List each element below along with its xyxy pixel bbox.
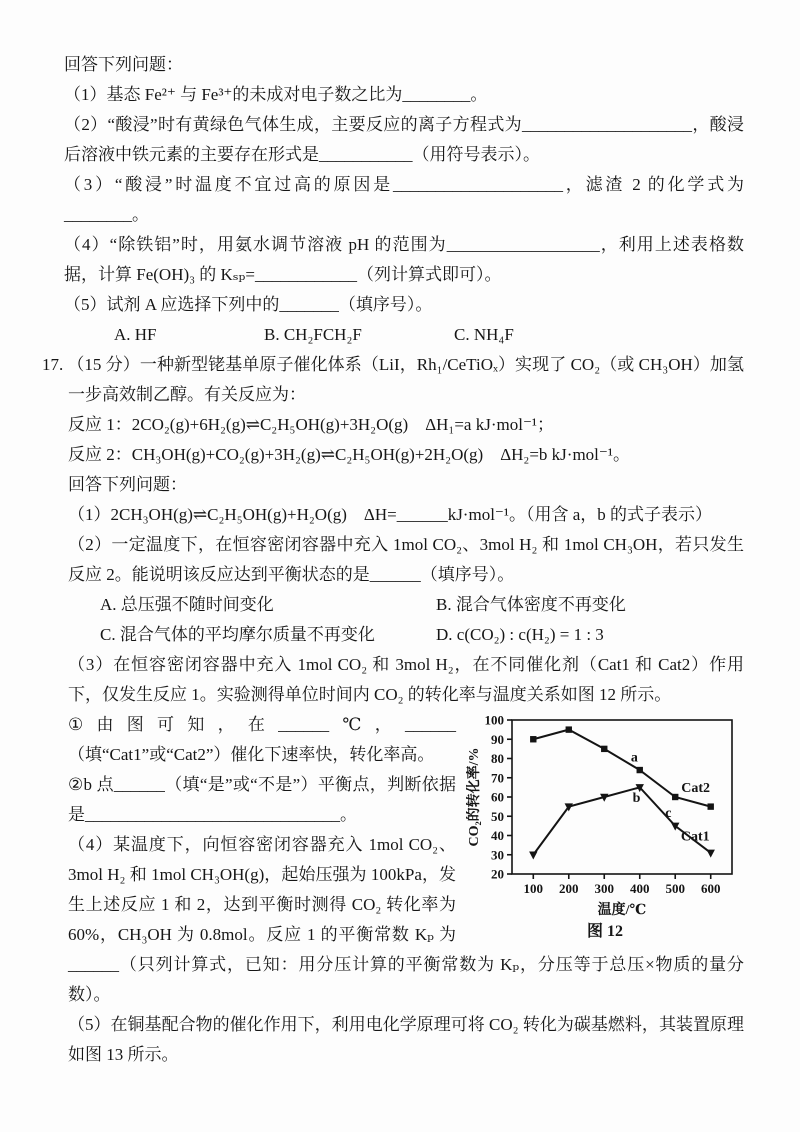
svg-text:Cat2: Cat2 xyxy=(681,781,711,797)
q16-item-3: （3）“酸浸”时温度不宜过高的原因是____________________，滤渣 2 的化学式为________。 xyxy=(64,175,744,224)
q17-item3-detail xyxy=(68,710,744,1010)
svg-text:温度/℃: 温度/℃ xyxy=(597,903,647,918)
svg-text:50: 50 xyxy=(491,808,504,824)
svg-text:400: 400 xyxy=(629,881,650,896)
svg-text:200: 200 xyxy=(559,881,579,896)
q16-option-c: C. NH₄F xyxy=(454,325,514,344)
svg-text:a: a xyxy=(630,750,638,766)
svg-text:80: 80 xyxy=(491,751,504,766)
svg-text:Cat1: Cat1 xyxy=(680,829,710,845)
svg-text:40: 40 xyxy=(491,828,504,843)
q17-item-4: （4）某温度下，向恒容密闭容器充入 1mol CO₂、3mol H₂ 和 1mol CH₃OH(g)，起始压强为 100kPa，发生上述反应 1 和 2，达到平衡时测得 CO₂ 转化率为 60%，CH₃OH 为 0.8mol。反应 1 的平衡常数 Kₚ 为______（只列计算式，已知：用分压计算的平衡常数为 Kₚ，分压等于总压×物质的量分数）。 xyxy=(68,835,744,1004)
svg-text:500: 500 xyxy=(665,881,685,896)
q17-reaction-2: 反应 2：CH₃OH(g)+CO₂(g)+3H₂(g)⇌C₂H₅OH(g)+2H₂O(g) ΔH₂=b kJ·mol⁻¹。 xyxy=(68,445,630,464)
q17-heading xyxy=(42,350,744,410)
q16-item-2: （2）“酸浸”时有黄绿色气体生成，主要反应的离子方程式为____________________，酸浸后溶液中铁元素的主要存在形式是___________（用符号表示）。 xyxy=(64,115,744,164)
svg-text:c: c xyxy=(665,806,672,822)
figure-12-caption: 图 12 xyxy=(586,923,623,940)
svg-text:300: 300 xyxy=(594,881,615,896)
q16-item-5: （5）试剂 A 应选择下列中的_______（填序号）。 xyxy=(64,295,433,314)
q17-item-2: （2）一定温度下，在恒容密闭容器中充入 1mol CO₂、3mol H₂ 和 1mol CH₃OH，若只发生反应 2。能说明该反应达到平衡状态的是______（填序号）。 xyxy=(68,535,744,584)
q17-item-5: （5）在铜基配合物的催化作用下，利用电化学原理可将 CO₂ 转化为碳基燃料，其装置原理如图 13 所示。 xyxy=(68,1015,744,1064)
svg-text:90: 90 xyxy=(491,731,504,747)
svg-text:CO₂的转化率/%: CO₂的转化率/% xyxy=(467,747,482,847)
q16-option-a: A. HF xyxy=(114,325,157,344)
q17-item-1: （1）2CH₃OH(g)⇌C₂H₅OH(g)+H₂O(g) ΔH=______kJ·mol⁻¹。（用含 a，b 的式子表示） xyxy=(68,505,713,524)
svg-text:600: 600 xyxy=(700,881,721,896)
q17-ask-intro: 回答下列问题： xyxy=(68,475,187,494)
svg-text:20: 20 xyxy=(491,866,504,882)
q16-intro: 回答下列问题： xyxy=(64,55,183,74)
q17-reaction-1: 反应 1：2CO₂(g)+6H₂(g)⇌C₂H₅OH(g)+3H₂O(g) ΔH₁=a kJ·mol⁻¹； xyxy=(68,415,555,434)
q17-option-c: C. 混合气体的平均摩尔质量不再变化 xyxy=(100,625,375,644)
q17-head-text: （15 分）一种新型铑基单原子催化体系（LiI，Rh₁/CeTiOₓ）实现了 CO₂（或 CH₃OH）加氢一步高效制乙醇。有关反应为： xyxy=(67,355,744,404)
q16-item-4: （4）“除铁铝”时，用氨水调节溶液 pH 的范围为__________________，利用上述表格数据，计算 Fe(OH)₃ 的 Kₛₚ=____________（列计算式即可）。 xyxy=(64,235,744,284)
figure-12 xyxy=(466,712,744,944)
q16-option-row xyxy=(64,320,744,350)
co2-conversion-chart-svg xyxy=(466,712,742,920)
svg-text:70: 70 xyxy=(491,770,504,786)
svg-text:30: 30 xyxy=(491,847,504,863)
svg-text:60: 60 xyxy=(491,789,504,805)
q17-option-a: A. 总压强不随时间变化 xyxy=(100,595,274,614)
question-17 xyxy=(42,350,744,1070)
svg-text:b: b xyxy=(632,790,641,806)
q16-item-1: （1）基态 Fe²⁺ 与 Fe³⁺的未成对电子数之比为________。 xyxy=(64,85,488,104)
q17-option-grid xyxy=(68,590,744,650)
q17-number: 17. xyxy=(42,355,64,374)
q17-item-3: （3）在恒容密闭容器中充入 1mol CO₂ 和 3mol H₂，在不同催化剂（Cat1 和 Cat2）作用下，仅发生反应 1。实验测得单位时间内 CO₂ 的转化率与温度关系如图 12 所示。 xyxy=(68,655,744,704)
q17-option-b: B. 混合气体密度不再变化 xyxy=(436,595,626,614)
q16-option-b: B. CH₂FCH₂F xyxy=(264,325,362,344)
svg-text:100: 100 xyxy=(484,712,504,728)
q17-item3-sub-2: ②b 点______（填“是”或“不是”）平衡点，判断依据是______________________________。 xyxy=(68,775,456,824)
q17-item3-sub-1: ①由图可知，在______℃，______（填“Cat1”或“Cat2”）催化下速率快，转化率高。 xyxy=(68,715,456,764)
q17-option-d: D. c(CO₂) : c(H₂) = 1 : 3 xyxy=(436,625,604,644)
svg-text:100: 100 xyxy=(523,881,544,896)
